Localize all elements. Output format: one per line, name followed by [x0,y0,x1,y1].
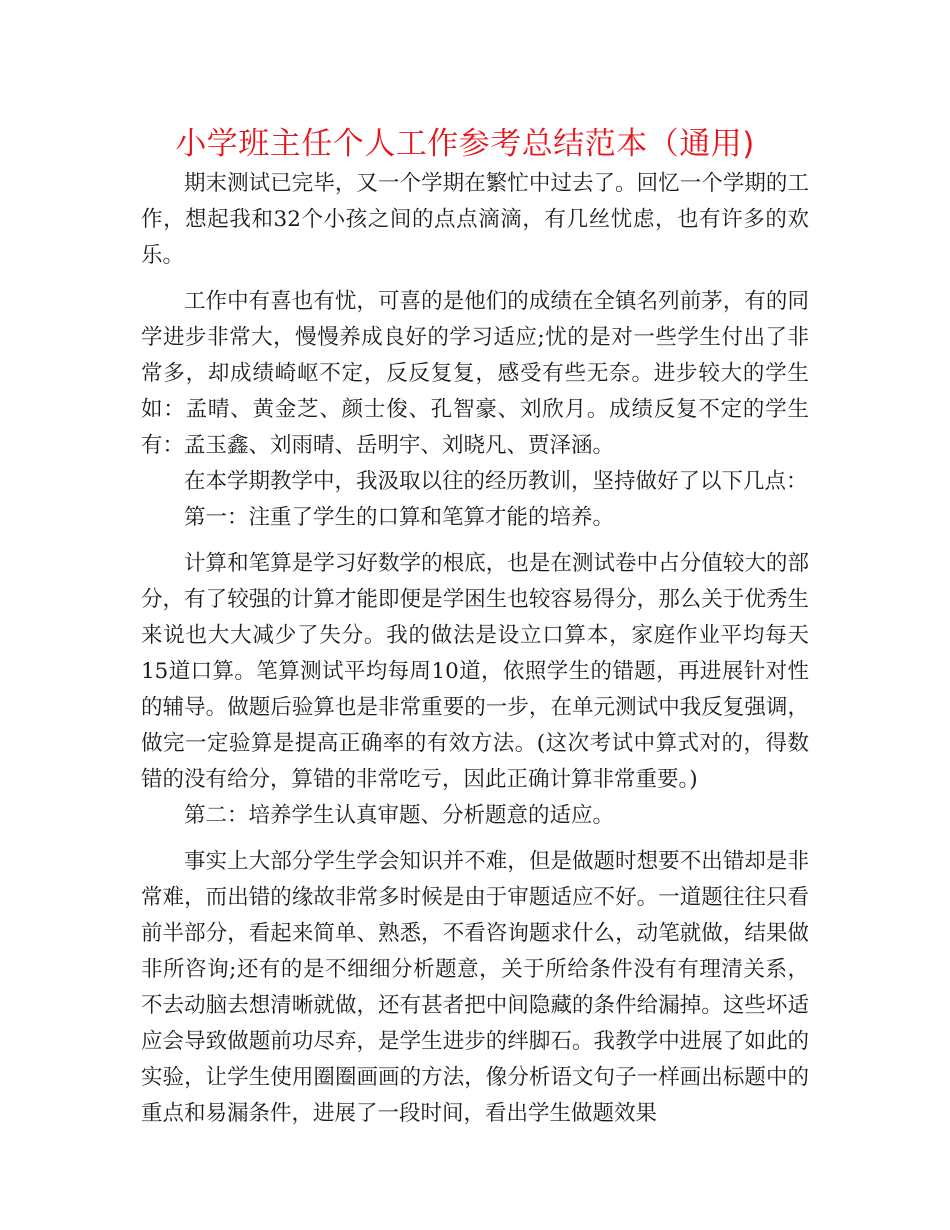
document-title: 小学班主任个人工作参考总结范本（通用) [175,126,755,162]
paragraph-point-two-body: 事实上大部分学生学会知识并不难，但是做题时想要不出错却是非常难，而出错的缘故非常多时候是由于审题适应不好。一道题往往只看前半部分，看起来简单、熟悉，不看咨询题求什么，动笔就做，结果做非所咨询;还有的是不细细分析题意，关于所给条件没有有理清关系，不去动脑去想清晰就做，还有甚者把中间隐藏的条件给漏掉。这些坏适应会导致做题前功尽弃，是学生进步的绊脚石。我教学中进展了如此的实验，让学生使用圈圈画画的方法，像分析语文句子一样画出标题中的重点和易漏条件，进展了一段时间，看出学生做题效果 [141,849,809,1126]
paragraph-point-one-heading: 第一：注重了学生的口算和笔算才能的培养。 [184,505,615,530]
paragraph-joys-and-worries: 工作中有喜也有忧，可喜的是他们的成绩在全镇名列前茅，有的同学进步非常大，慢慢养成良好的学习适应;忧的是对一些学生付出了非常多，却成绩崎岖不定，反反复复，感受有些无奈。进步较大的学生如：孟晴、黄金芝、颜士俊、孔智豪、刘欣月。成绩反复不定的学生有：孟玉鑫、刘雨晴、岳明宇、刘晓凡、贾泽涵。 [141,289,809,458]
document-body [141,166,809,1132]
paragraph-lessons-summary: 在本学期教学中，我汲取以往的经历教训，坚持做好了以下几点： [184,469,808,494]
paragraph-point-one-body: 计算和笔算是学习好数学的根底，也是在测试卷中占分值较大的部分，有了较强的计算才能即便是学困生也较容易得分，那么关于优秀生来说也大大减少了失分。我的做法是设立口算本，家庭作业平均每天15道口算。笔算测试平均每周10道，依照学生的错题，再进展针对性的辅导。做题后验算也是非常重要的一步，在单元测试中我反复强调，做完一定验算是提高正确率的有效方法。(这次考试中算式对的，得数错的没有给分，算错的非常吃亏，因此正确计算非常重要。) [141,551,809,792]
paragraph-intro: 期末测试已完毕，又一个学期在繁忙中过去了。回忆一个学期的工作，想起我和32个小孩之间的点点滴滴，有几丝忧虑，也有许多的欢乐。 [141,171,809,268]
paragraph-point-two-heading: 第二：培养学生认真审题、分析题意的适应。 [184,803,615,828]
